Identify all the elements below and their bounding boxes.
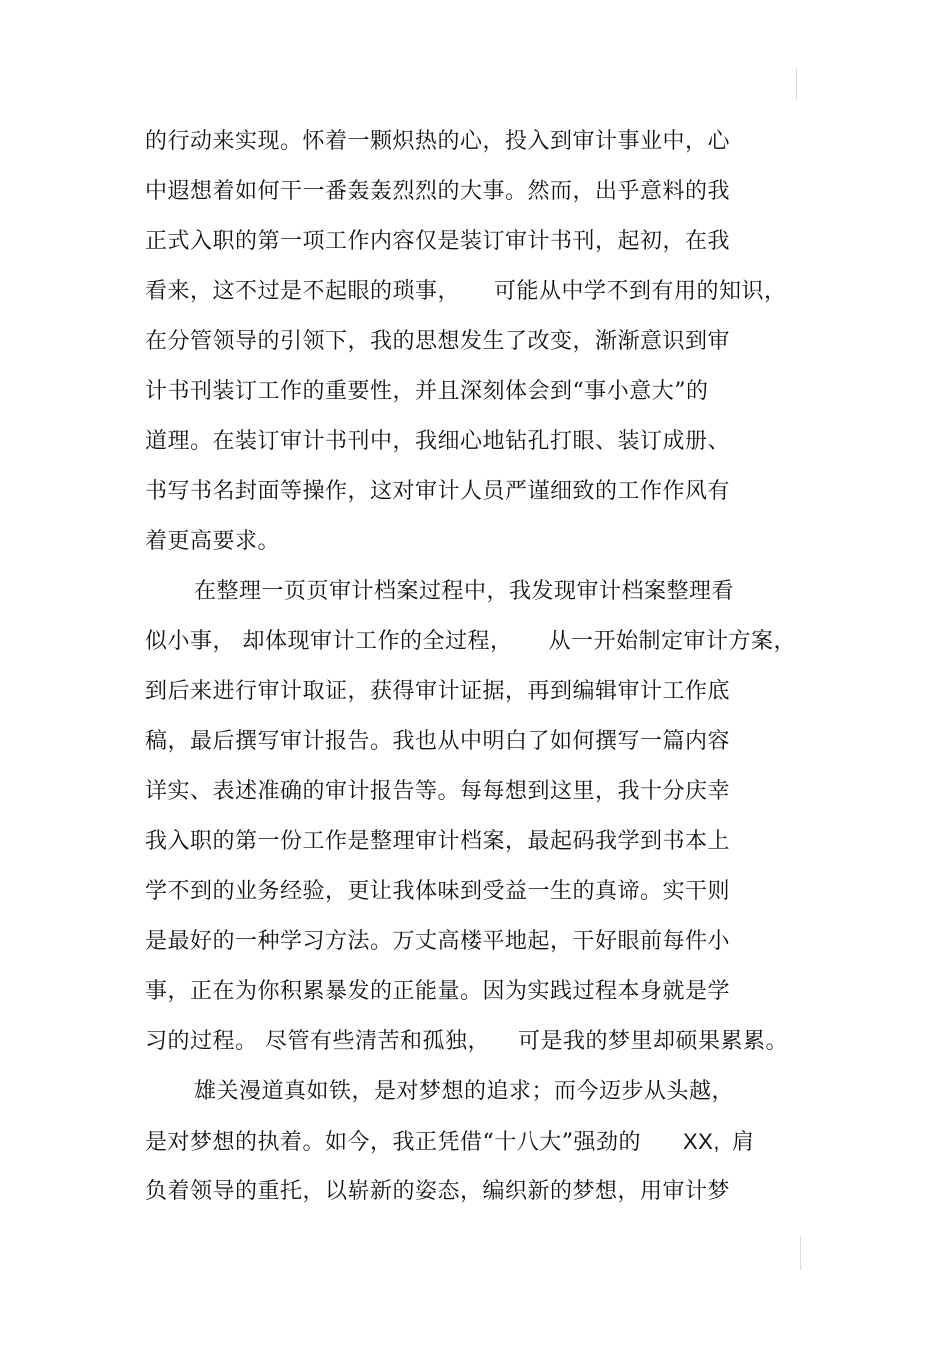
text-line bbox=[145, 277, 787, 307]
text-line: 计书刊装订工作的重要性，并且深刻体会到“事小意大”的 bbox=[145, 379, 709, 404]
text-line: 的行动来实现。怀着一颗炽热的心，投入到审计事业中，心 bbox=[145, 129, 731, 154]
paragraph-start-line: 在整理一页页审计档案过程中，我发现审计档案整理看 bbox=[194, 579, 735, 604]
text-segment: 可能从中学不到有用的知识， bbox=[494, 279, 787, 304]
text-line: 在分管领导的引领下，我的思想发生了改变，渐渐意识到审 bbox=[145, 329, 731, 354]
text-segment: 从一开始制定审计方案， bbox=[548, 629, 797, 654]
text-segment: 看来，这不过是不起眼的琐事， bbox=[145, 279, 461, 304]
text-segment: 习的过程。 尽管有些清苦和孤独， bbox=[145, 1029, 490, 1054]
text-line: 稿，最后撰写审计报告。我也从中明白了如何撰写一篇内容 bbox=[145, 729, 731, 754]
margin-mark-bottom-right bbox=[800, 1236, 801, 1270]
text-segment: XX, bbox=[683, 1129, 720, 1154]
text-line: 书写书名封面等操作，这对审计人员严谨细致的工作作风有 bbox=[145, 479, 731, 504]
text-line: 事，正在为你积累暴发的正能量。因为实践过程本身就是学 bbox=[145, 979, 731, 1004]
margin-mark-top-right bbox=[796, 68, 797, 100]
text-line bbox=[145, 1127, 754, 1157]
paragraph-start-line: 雄关漫道真如铁，是对梦想的追求；而今迈步从头越， bbox=[194, 1079, 735, 1104]
text-line: 道理。在装订审计书刊中，我细心地钻孔打眼、装订成册、 bbox=[145, 429, 731, 454]
text-line: 详实、表述准确的审计报告等。每每想到这里，我十分庆幸 bbox=[145, 779, 731, 804]
text-line: 我入职的第一份工作是整理审计档案，最起码我学到书本上 bbox=[145, 829, 731, 854]
text-line: 中遐想着如何干一番轰轰烈烈的大事。然而，出乎意料的我 bbox=[145, 179, 731, 204]
text-line: 学不到的业务经验，更让我体味到受益一生的真谛。实干则 bbox=[145, 879, 731, 904]
text-line: 着更高要求。 bbox=[145, 529, 281, 554]
text-line: 到后来进行审计取证，获得审计证据，再到编辑审计工作底 bbox=[145, 679, 731, 704]
text-line bbox=[145, 627, 796, 657]
text-line: 负着领导的重托，以崭新的姿态，编织新的梦想，用审计梦 bbox=[145, 1179, 731, 1204]
text-line: 正式入职的第一项工作内容仅是装订审计书刊，起初，在我 bbox=[145, 229, 731, 254]
text-segment: 似小事， 却体现审计工作的全过程， bbox=[145, 629, 513, 654]
text-segment: 是对梦想的执着。如今，我正凭借“十八大”强劲的 bbox=[145, 1130, 641, 1155]
text-line bbox=[145, 1027, 788, 1057]
text-segment: 可是我的梦里却硕果累累。 bbox=[518, 1029, 789, 1054]
text-segment: 肩 bbox=[731, 1130, 755, 1155]
text-line: 是最好的一种学习方法。万丈高楼平地起，干好眼前每件小 bbox=[145, 929, 731, 954]
